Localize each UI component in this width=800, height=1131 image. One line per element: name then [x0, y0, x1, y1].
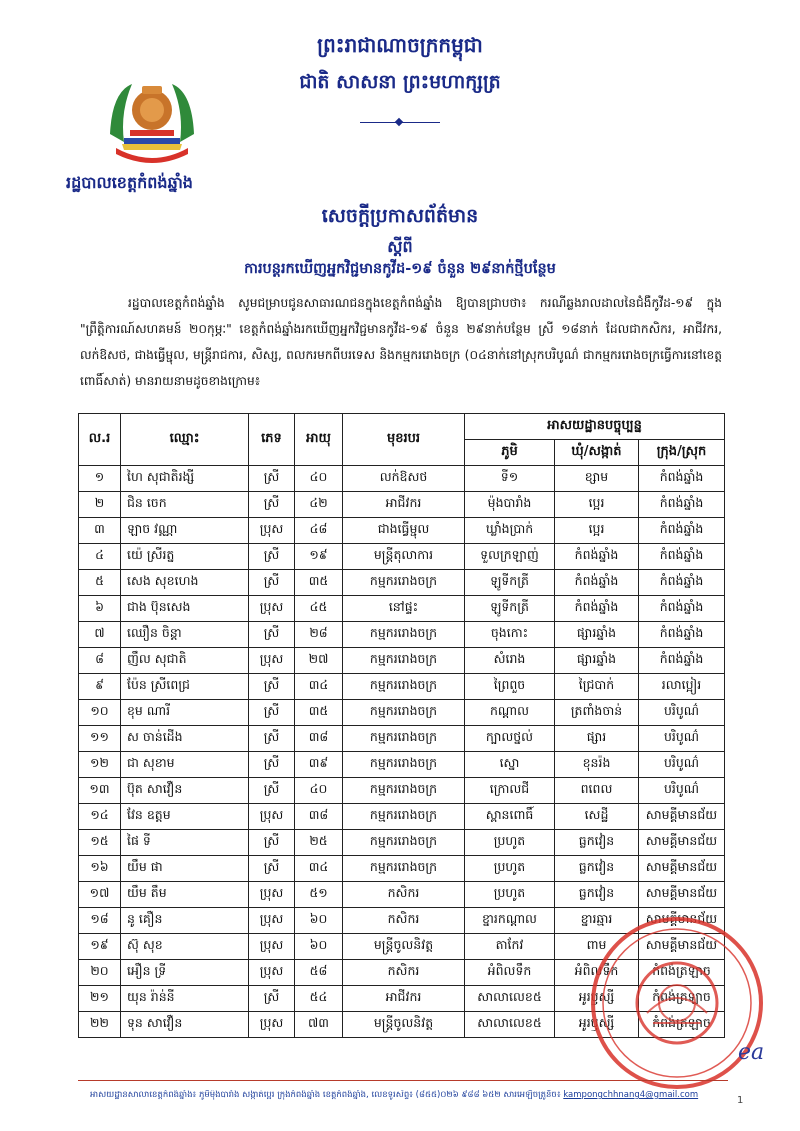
cell-village: តាកែវ: [465, 934, 555, 960]
cell-age: ៥៤: [295, 986, 343, 1012]
cell-age: ៣៥: [295, 700, 343, 726]
cell-name: ហៃ សុជាតិរង្សី: [121, 466, 249, 492]
cell-name: យ៉េ ស្រីរត្ន: [121, 544, 249, 570]
header-no: ល.រ: [79, 414, 121, 466]
cell-no: ១០: [79, 700, 121, 726]
table-row: [79, 882, 725, 908]
cell-age: ៤៨: [295, 518, 343, 544]
cell-age: ៦០: [295, 908, 343, 934]
cell-commune: ខ្នារឆ្មារ: [555, 908, 639, 934]
cell-no: ១៨: [79, 908, 121, 934]
cell-commune: អំពិលទឹក: [555, 960, 639, 986]
cell-district: សាមគ្គីមានជ័យ: [639, 856, 725, 882]
table-row: [79, 856, 725, 882]
table-row: [79, 544, 725, 570]
cell-village: ស្ពានពោធិ៍: [465, 804, 555, 830]
cell-occupation: ជាងធ្វើម្ជុល: [343, 518, 465, 544]
provincial-logo-icon: [102, 72, 202, 172]
cell-village: ឡូទីកត្រី: [465, 596, 555, 622]
cell-sex: ស្រី: [249, 622, 295, 648]
cell-commune: ផ្សារឆ្នាំង: [555, 622, 639, 648]
cell-name: ឡាច វណ្ណា: [121, 518, 249, 544]
cell-village: ក្រោលជី: [465, 778, 555, 804]
cell-commune: កំពង់ឆ្នាំង: [555, 596, 639, 622]
table-row: [79, 752, 725, 778]
cell-sex: ស្រី: [249, 830, 295, 856]
cell-age: ២៨: [295, 622, 343, 648]
cell-name: ផៃ ទី: [121, 830, 249, 856]
cell-occupation: កម្មកររោងចក្រ: [343, 726, 465, 752]
cell-village: កណ្តាល: [465, 700, 555, 726]
header-address: អាសយដ្ឋានបច្ចុប្បន្ន: [465, 414, 725, 440]
cell-sex: ស្រី: [249, 544, 295, 570]
cell-no: ១: [79, 466, 121, 492]
cell-commune: ផ្សារឆ្នាំង: [555, 648, 639, 674]
cell-occupation: កម្មកររោងចក្រ: [343, 830, 465, 856]
cell-age: ៥១: [295, 882, 343, 908]
cell-sex: ប្រុស: [249, 596, 295, 622]
cell-name: ស ចាន់ដើង: [121, 726, 249, 752]
cell-occupation: កម្មកររោងចក្រ: [343, 856, 465, 882]
cell-name: យុន រ៉ាន់នី: [121, 986, 249, 1012]
body-paragraph: [80, 290, 722, 394]
cell-district: កំពង់ឆ្នាំង: [639, 492, 725, 518]
cell-age: ៣៨: [295, 726, 343, 752]
footer-email-link[interactable]: kampongchhnang4@gmail.com: [563, 1090, 699, 1100]
cell-district: កំពង់ឆ្នាំង: [639, 596, 725, 622]
cell-occupation: មន្ត្រីចូលនិវត្ត: [343, 934, 465, 960]
cell-no: ១២: [79, 752, 121, 778]
cell-no: ៧: [79, 622, 121, 648]
cell-age: ៣៩: [295, 752, 343, 778]
cell-sex: ស្រី: [249, 726, 295, 752]
cell-district: កំពង់ត្រឡាច: [639, 1012, 725, 1038]
cell-occupation: កម្មកររោងចក្រ: [343, 804, 465, 830]
cell-name: ឈឿន ចិន្តា: [121, 622, 249, 648]
cell-district: កំពង់ឆ្នាំង: [639, 466, 725, 492]
cell-name: ខុម ណារី: [121, 700, 249, 726]
cell-no: ២២: [79, 1012, 121, 1038]
cell-village: ឡូទីកត្រី: [465, 570, 555, 596]
cell-district: សាមគ្គីមានជ័យ: [639, 882, 725, 908]
cell-district: កំពង់ឆ្នាំង: [639, 622, 725, 648]
about-label: ស្តីពី: [387, 237, 413, 256]
subject-title: ការបន្តរកឃើញអ្នកវិជ្ជមានកូវីដ-១៩ ចំនួន ២៩នាក់ថ្មីបន្ថែម: [244, 261, 556, 277]
cell-age: ៦០: [295, 934, 343, 960]
cell-sex: ស្រី: [249, 778, 295, 804]
cell-age: ២៥: [295, 830, 343, 856]
cell-commune: ខុនរ៉ង: [555, 752, 639, 778]
cell-name: ប៉ែន ស្រីពេជ្រ: [121, 674, 249, 700]
header-age: អាយុ: [295, 414, 343, 466]
cell-age: ៣៤: [295, 856, 343, 882]
table-row: [79, 596, 725, 622]
cell-village: ឃ្លាំងប្រាក់: [465, 518, 555, 544]
cell-commune: កំពង់ឆ្នាំង: [555, 544, 639, 570]
cell-commune: សេដ្ឋី: [555, 804, 639, 830]
cell-village: ចុងកោះ: [465, 622, 555, 648]
cell-name: យឹម ផា: [121, 856, 249, 882]
cell-district: បរិបូណ៌: [639, 778, 725, 804]
cell-district: សាមគ្គីមានជ័យ: [639, 804, 725, 830]
cell-sex: ស្រី: [249, 466, 295, 492]
cell-occupation: អាជីវករ: [343, 986, 465, 1012]
cell-occupation: កម្មកររោងចក្រ: [343, 622, 465, 648]
cell-occupation: កម្មកររោងចក្រ: [343, 778, 465, 804]
cell-no: ៥: [79, 570, 121, 596]
footer-divider: [78, 1080, 728, 1081]
cell-commune: ជ្រៃបាក់: [555, 674, 639, 700]
header-occupation: មុខរបរ: [343, 414, 465, 466]
cell-commune: ផ្សារ: [555, 726, 639, 752]
cell-age: ៤៥: [295, 596, 343, 622]
cell-sex: ប្រុស: [249, 934, 295, 960]
cell-name: អឿន ទ្រី: [121, 960, 249, 986]
cell-occupation: កសិករ: [343, 960, 465, 986]
cell-sex: ស្រី: [249, 570, 295, 596]
cell-name: ប៊ុត សាវឿន: [121, 778, 249, 804]
cell-village: សំរោង: [465, 648, 555, 674]
table-row: [79, 700, 725, 726]
cell-no: ១៥: [79, 830, 121, 856]
cell-name: សេង សុខហេង: [121, 570, 249, 596]
cell-commune: ធ្លកវៀន: [555, 882, 639, 908]
table-row: [79, 674, 725, 700]
cell-sex: ស្រី: [249, 752, 295, 778]
cell-village: ប្រហូត: [465, 882, 555, 908]
cell-no: ៨: [79, 648, 121, 674]
announcement-title: សេចក្តីប្រកាសព័ត៌មាន: [321, 205, 479, 227]
cell-no: ២: [79, 492, 121, 518]
cell-village: ខ្នារកណ្តាល: [465, 908, 555, 934]
cell-sex: ប្រុស: [249, 518, 295, 544]
cell-district: កំពង់ត្រឡាច: [639, 986, 725, 1012]
cell-village: ទី១: [465, 466, 555, 492]
cell-no: ១៩: [79, 934, 121, 960]
cell-occupation: កម្មកររោងចក្រ: [343, 648, 465, 674]
table-row: [79, 804, 725, 830]
cell-no: ១៤: [79, 804, 121, 830]
signature-mark: ea: [738, 1040, 765, 1065]
cell-district: រលាប្អៀរ: [639, 674, 725, 700]
cell-commune: ធ្លកវៀន: [555, 830, 639, 856]
cell-commune: ធ្លកវៀន: [555, 856, 639, 882]
cell-village: ព្រៃពួច: [465, 674, 555, 700]
header-district: ក្រុង/ស្រុក: [639, 440, 725, 466]
cell-no: ៣: [79, 518, 121, 544]
header-divider: [360, 122, 440, 123]
cell-village: សាលាលេខ៥: [465, 986, 555, 1012]
cell-name: ញឹល សុជាតិ: [121, 648, 249, 674]
cell-sex: ប្រុស: [249, 882, 295, 908]
cell-district: កំពង់ឆ្នាំង: [639, 544, 725, 570]
table-row: [79, 518, 725, 544]
cell-district: កំពង់ត្រឡាច: [639, 960, 725, 986]
cell-commune: ប្អេរ: [555, 492, 639, 518]
table-row: [79, 622, 725, 648]
cell-commune: ខ្សាម: [555, 466, 639, 492]
cell-sex: ប្រុស: [249, 804, 295, 830]
cell-district: សាមគ្គីមានជ័យ: [639, 908, 725, 934]
cell-name: ស៊ុ សុខ: [121, 934, 249, 960]
cell-sex: ប្រុស: [249, 908, 295, 934]
cell-name: ទុន សាវឿន: [121, 1012, 249, 1038]
cell-district: កំពង់ឆ្នាំង: [639, 648, 725, 674]
cell-name: ជិន ចេក: [121, 492, 249, 518]
table-row: [79, 492, 725, 518]
header-village: ភូមិ: [465, 440, 555, 466]
cell-village: ប្រហូត: [465, 830, 555, 856]
cell-age: ៤២: [295, 492, 343, 518]
table-row: [79, 778, 725, 804]
footer: [90, 1090, 730, 1102]
cell-no: ៦: [79, 596, 121, 622]
header-name: ឈ្មោះ: [121, 414, 249, 466]
cell-commune: ពពេល: [555, 778, 639, 804]
cell-commune: ត្រពាំងចាន់: [555, 700, 639, 726]
cell-name: វែន ឧត្តម: [121, 804, 249, 830]
cell-sex: ប្រុស: [249, 1012, 295, 1038]
official-seal-icon: [587, 913, 767, 1093]
cell-district: កំពង់ឆ្នាំង: [639, 518, 725, 544]
cell-age: ៧៣: [295, 1012, 343, 1038]
cell-village: ម៉ុងបារាំង: [465, 492, 555, 518]
table-row: [79, 648, 725, 674]
cell-sex: ប្រុស: [249, 960, 295, 986]
cell-sex: ស្រី: [249, 986, 295, 1012]
body-text: រដ្ឋបាលខេត្តកំពង់ឆ្នាំង សូមជម្រាបជូនសាធារណជនក្នុងខេត្តកំពង់ឆ្នាំង ឱ្យបានជ្រាបថា៖ ករណីឆ្លងរាលដាលនៃជំងឺកូវីដ-១៩ ក្នុង "ព្រឹត្តិការណ៍សហគមន៍ ២០កុម្ភៈ" ខេត្តកំពង់ឆ្នាំងរកឃើញអ្នកវិជ្ជមានកូវីដ-១៩ ចំនួន ២៩នាក់បន្ថែម ស្រី ១៨នាក់ ដែលជាកសិករ, អាជីវករ, លក់ឱសថ, ជាងធ្វើម្ជុល, មន្ត្រីរាជការ, សិស្ស, ពលករមកពីបរទេស និងកម្មកររោងចក្រ (០៤នាក់នៅស្រុកបរិបូណ៌ ជាកម្មកររោងចក្រធ្វើការនៅខេត្តពោធិ៍សាត់) មានរាយនាមដូចខាងក្រោម៖: [80, 296, 722, 388]
cell-sex: ស្រី: [249, 674, 295, 700]
cell-no: ៤: [79, 544, 121, 570]
cell-name: នូ គឿន: [121, 908, 249, 934]
cell-district: សាមគ្គីមានជ័យ: [639, 830, 725, 856]
cell-village: ស្នោ: [465, 752, 555, 778]
cell-village: ប្រហូត: [465, 856, 555, 882]
cell-commune: អូរឫស្សី: [555, 1012, 639, 1038]
cell-no: ១១: [79, 726, 121, 752]
cell-no: ១៦: [79, 856, 121, 882]
kingdom-title: ព្រះរាជាណាចក្រកម្ពុជា: [317, 33, 483, 57]
cell-occupation: កម្មកររោងចក្រ: [343, 674, 465, 700]
cell-occupation: មន្ត្រីតុលាការ: [343, 544, 465, 570]
header-sex: ភេទ: [249, 414, 295, 466]
cell-name: យឹម តឹម: [121, 882, 249, 908]
cell-occupation: នៅផ្ទះ: [343, 596, 465, 622]
cell-sex: ស្រី: [249, 856, 295, 882]
cell-occupation: អាជីវករ: [343, 492, 465, 518]
cell-commune: ពាម: [555, 934, 639, 960]
cell-sex: ស្រី: [249, 492, 295, 518]
cell-occupation: កម្មកររោងចក្រ: [343, 700, 465, 726]
cell-district: កំពង់ឆ្នាំង: [639, 570, 725, 596]
cell-district: បរិបូណ៌: [639, 726, 725, 752]
cell-occupation: កម្មកររោងចក្រ: [343, 752, 465, 778]
page-number: 1: [737, 1095, 744, 1106]
cell-no: ១៣: [79, 778, 121, 804]
cell-district: សាមគ្គីមានជ័យ: [639, 934, 725, 960]
cell-age: ៤០: [295, 466, 343, 492]
cell-age: ៣៨: [295, 804, 343, 830]
cell-village: ក្បាលថ្នល់: [465, 726, 555, 752]
cell-age: ១៩: [295, 544, 343, 570]
cell-age: ៣៥: [295, 570, 343, 596]
cell-age: ២៧: [295, 648, 343, 674]
cell-occupation: កសិករ: [343, 908, 465, 934]
cell-sex: ស្រី: [249, 700, 295, 726]
table-row: [79, 726, 725, 752]
cell-district: បរិបូណ៌: [639, 752, 725, 778]
cell-sex: ប្រុស: [249, 648, 295, 674]
cell-name: ជាង ប៊ុនសេង: [121, 596, 249, 622]
cell-district: បរិបូណ៌: [639, 700, 725, 726]
cell-no: ១៧: [79, 882, 121, 908]
cell-no: ៩: [79, 674, 121, 700]
cell-commune: អូរឫស្សី: [555, 986, 639, 1012]
cell-village: សាលាលេខ៥: [465, 1012, 555, 1038]
cell-no: ២១: [79, 986, 121, 1012]
cell-occupation: កសិករ: [343, 882, 465, 908]
table-row: [79, 570, 725, 596]
cell-age: ៥៨: [295, 960, 343, 986]
cell-occupation: មន្ត្រីចូលនិវត្ត: [343, 1012, 465, 1038]
table-row: [79, 830, 725, 856]
national-motto: ជាតិ សាសនា ព្រះមហាក្សត្រ: [299, 71, 501, 93]
table-row: [79, 466, 725, 492]
provincial-administration: រដ្ឋបាលខេត្តកំពង់ឆ្នាំង: [66, 173, 193, 192]
cell-age: ៤០: [295, 778, 343, 804]
cell-name: ជា សុខាម: [121, 752, 249, 778]
footer-address: អាសយដ្ឋានសាលាខេត្តកំពង់ឆ្នាំង៖ ភូមិម៉ុងបារាំង សង្កាត់ប្អេរ ក្រុងកំពង់ឆ្នាំង ខេត្តកំពង់ឆ្នាំង, លេខទូរស័ព្ទ៖ (៨៥៥)០២៦ ៩៨៨ ៦៥២ សារអេឡិចត្រូនិច៖: [90, 1090, 561, 1100]
cell-no: ២០: [79, 960, 121, 986]
cell-age: ៣៤: [295, 674, 343, 700]
cell-occupation: លក់ឱសថ: [343, 466, 465, 492]
cell-commune: ប្អេរ: [555, 518, 639, 544]
cell-village: អំពិលទឹក: [465, 960, 555, 986]
cell-occupation: កម្មកររោងចក្រ: [343, 570, 465, 596]
cell-village: ទួលក្រឡាញ់: [465, 544, 555, 570]
header-commune: ឃុំ/សង្កាត់: [555, 440, 639, 466]
cell-commune: កំពង់ឆ្នាំង: [555, 570, 639, 596]
